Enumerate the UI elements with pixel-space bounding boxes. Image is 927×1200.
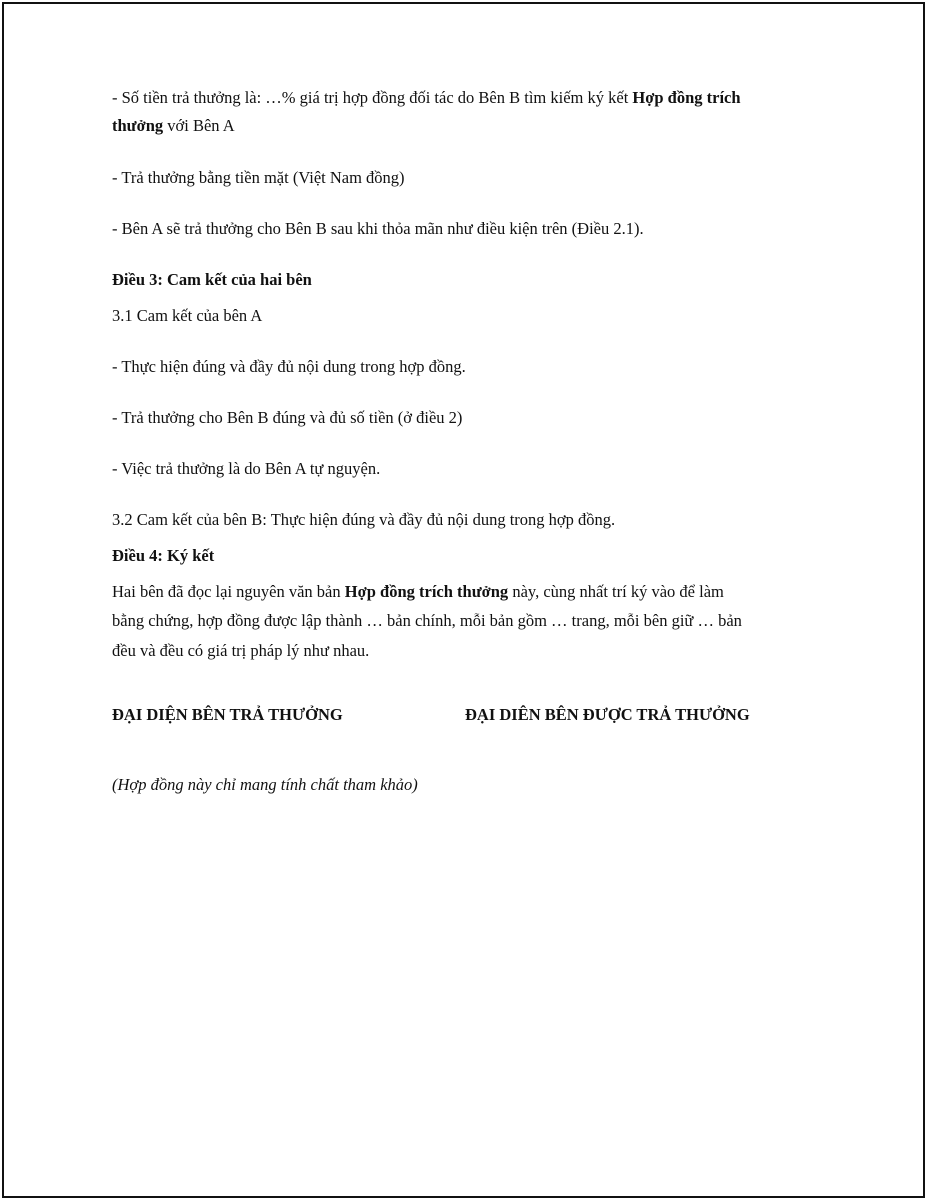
contract-name-bold-cont: thưởng: [112, 116, 164, 135]
article-4-line-1: [112, 582, 724, 602]
payment-amount-text: - Số tiền trả thưởng là: …% giá trị hợp đồng đối tác do Bên B tìm kiếm ký kết: [112, 88, 633, 107]
article-4-heading: Điều 4: Ký kết: [112, 546, 215, 565]
signature-left-heading: ĐẠI DIỆN BÊN TRẢ THƯỞNG: [112, 705, 343, 724]
payment-amount-line-2: [112, 116, 235, 136]
document-page: [2, 2, 925, 1198]
article-4-line-2: bằng chứng, hợp đồng được lập thành … bản chính, mỗi bản gồm … trang, mỗi bên giữ … bản: [112, 611, 742, 630]
article-4-text: Hai bên đã đọc lại nguyên văn bản: [112, 582, 345, 601]
payment-condition-line: - Bên A sẽ trả thưởng cho Bên B sau khi thỏa mãn như điều kiện trên (Điều 2.1).: [112, 219, 644, 238]
section-3-2-line: 3.2 Cam kết của bên B: Thực hiện đúng và đầy đủ nội dung trong hợp đồng.: [112, 510, 616, 529]
section-3-1-item-2: - Trả thưởng cho Bên B đúng và đủ số tiền (ở điều 2): [112, 408, 463, 427]
contract-name-bold: Hợp đồng trích: [632, 88, 741, 107]
payment-method-line: - Trả thưởng bằng tiền mặt (Việt Nam đồng): [112, 168, 405, 187]
section-3-1-heading: 3.1 Cam kết của bên A: [112, 306, 263, 325]
reference-note: (Hợp đồng này chỉ mang tính chất tham khảo): [112, 775, 418, 794]
section-3-1-item-1: - Thực hiện đúng và đầy đủ nội dung trong hợp đồng.: [112, 357, 466, 376]
payment-amount-line-1: [112, 88, 741, 108]
article-3-heading: Điều 3: Cam kết của hai bên: [112, 270, 312, 289]
payment-amount-text-cont: với Bên A: [163, 116, 235, 135]
article-4-text-cont: này, cùng nhất trí ký vào để làm: [508, 582, 724, 601]
article-4-line-3: đều và đều có giá trị pháp lý như nhau.: [112, 641, 370, 660]
section-3-1-item-3: - Việc trả thưởng là do Bên A tự nguyện.: [112, 459, 381, 478]
signature-right-heading: ĐẠI DIÊN BÊN ĐƯỢC TRẢ THƯỞNG: [465, 705, 750, 724]
article-4-contract-name: Hợp đồng trích thưởng: [344, 582, 509, 601]
